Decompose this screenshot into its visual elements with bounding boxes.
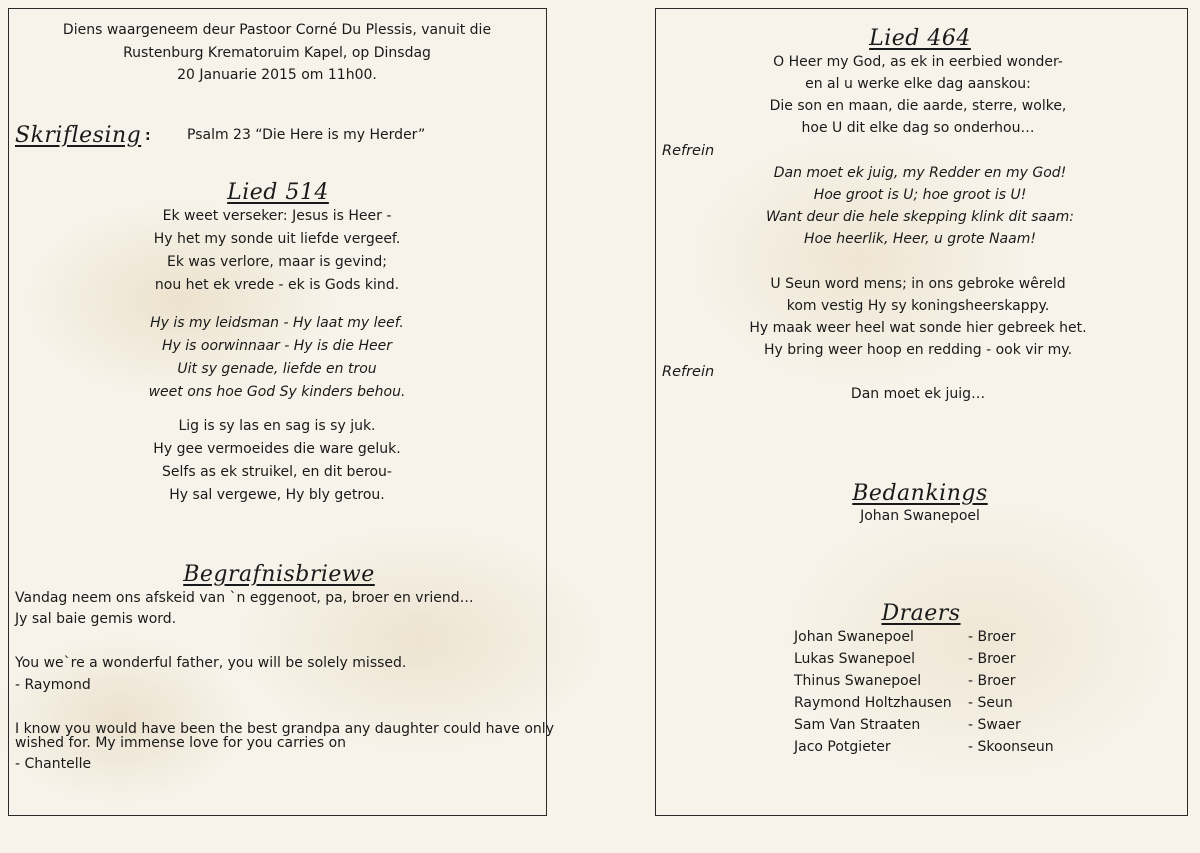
lied-464-stanza-2-line-2: kom vestig Hy sy koningsheerskappy. (786, 298, 1050, 314)
draer-role-4: - Seun (968, 695, 1013, 711)
lied-464-stanza-2-line-3: Hy maak weer heel wat sonde hier gebreek het. (749, 320, 1087, 336)
lied-514-stanza-1-line-4: nou het ek vrede - ek is Gods kind. (154, 277, 400, 293)
draer-name-1: Johan Swanepoel (794, 629, 914, 645)
lied-514-stanza-3-line-2: Hy gee vermoeides die ware geluk. (153, 441, 401, 457)
lied-514-stanza-3-line-1: Lig is sy las en sag is sy juk. (178, 418, 376, 434)
lied-464-stanza-2-line-4: Hy bring weer hoop en redding - ook vir my. (763, 342, 1073, 358)
lied-514-stanza-1-line-3: Ek was verlore, maar is gevind; (166, 254, 388, 270)
refrein-line-4: Hoe heerlik, Heer, u grote Naam! (804, 231, 1036, 247)
lied-464-stanza-1-line-4: hoe U dit elke dag so onderhou… (801, 120, 1035, 136)
draer-name-6: Jaco Potgieter (794, 739, 891, 755)
refrein-label-2: Refrein (662, 364, 715, 380)
skriflesing-text: Psalm 23 “Die Here is my Herder” (187, 127, 426, 143)
intro-line-3: 20 Januarie 2015 om 11h00. (177, 67, 377, 83)
refrein-line-2: Hoe groot is U; hoe groot is U! (813, 187, 1027, 203)
refrein-label: Refrein (662, 143, 715, 159)
brief-line-2: Jy sal baie gemis word. (15, 611, 177, 627)
lied-514-stanza-2-line-4: weet ons hoe God Sy kinders behou. (148, 384, 406, 400)
draer-role-6: - Skoonseun (968, 739, 1054, 755)
brief-line-6: wished for. My immense love for you carries on (15, 735, 347, 751)
lied-514-stanza-3-line-3: Selfs as ek struikel, en dit berou- (162, 464, 392, 480)
lied-514-stanza-2-line-3: Uit sy genade, liefde en trou (177, 361, 377, 377)
lied-514-heading: Lied 514 (227, 180, 329, 205)
lied-514-stanza-3-line-4: Hy sal vergewe, Hy bly getrou. (169, 487, 385, 503)
bedankings-heading: Bedankings (852, 481, 988, 506)
lied-464-stanza-1-line-3: Die son en maan, die aarde, sterre, wolke, (769, 98, 1067, 114)
intro-line-1: Diens waargeneem deur Pastoor Corné Du Plessis, vanuit die (62, 22, 492, 38)
draer-role-5: - Swaer (968, 717, 1021, 733)
brief-line-4: - Raymond (15, 677, 91, 693)
lied-514-stanza-2-line-2: Hy is oorwinnaar - Hy is die Heer (162, 338, 392, 354)
draer-name-5: Sam Van Straaten (794, 717, 921, 733)
refrein-line-1: Dan moet ek juig, my Redder en my God! (773, 165, 1067, 181)
draer-name-4: Raymond Holtzhausen (794, 695, 952, 711)
refrein-short: Dan moet ek juig… (850, 386, 986, 402)
draer-role-1: - Broer (968, 629, 1016, 645)
begrafnisbriewe-heading: Begrafnisbriewe (183, 562, 375, 587)
draer-name-2: Lukas Swanepoel (794, 651, 915, 667)
draers-heading: Draers (881, 601, 961, 626)
bedankings-name: Johan Swanepoel (860, 508, 980, 524)
draer-role-3: - Broer (968, 673, 1016, 689)
lied-464-stanza-1-line-2: en al u werke elke dag aanskou: (805, 76, 1031, 92)
lied-464-stanza-2-line-1: U Seun word mens; in ons gebroke wêreld (770, 276, 1066, 292)
brief-line-7: - Chantelle (15, 756, 92, 772)
skriflesing-colon: : (145, 128, 151, 144)
lied-464-heading: Lied 464 (869, 26, 971, 51)
skriflesing-heading: Skriflesing (15, 123, 142, 148)
lied-514-stanza-2-line-1: Hy is my leidsman - Hy laat my leef. (150, 315, 404, 331)
lied-514-stanza-1-line-2: Hy het my sonde uit liefde vergeef. (153, 231, 401, 247)
lied-514-stanza-1-line-1: Ek weet verseker: Jesus is Heer - (162, 208, 392, 224)
refrein-line-3: Want deur die hele skepping klink dit saam: (765, 209, 1075, 225)
lied-464-stanza-1-line-1: O Heer my God, as ek in eerbied wonder- (773, 54, 1063, 70)
brief-line-1: Vandag neem ons afskeid van `n eggenoot, pa, broer en vriend… (15, 590, 474, 606)
draer-name-3: Thinus Swanepoel (794, 673, 922, 689)
brief-line-5: I know you would have been the best grandpa any daughter could have only (15, 721, 554, 737)
intro-line-2: Rustenburg Krematoruim Kapel, op Dinsdag (123, 45, 431, 61)
draer-role-2: - Broer (968, 651, 1016, 667)
brief-line-3: You we`re a wonderful father, you will be solely missed. (15, 655, 407, 671)
